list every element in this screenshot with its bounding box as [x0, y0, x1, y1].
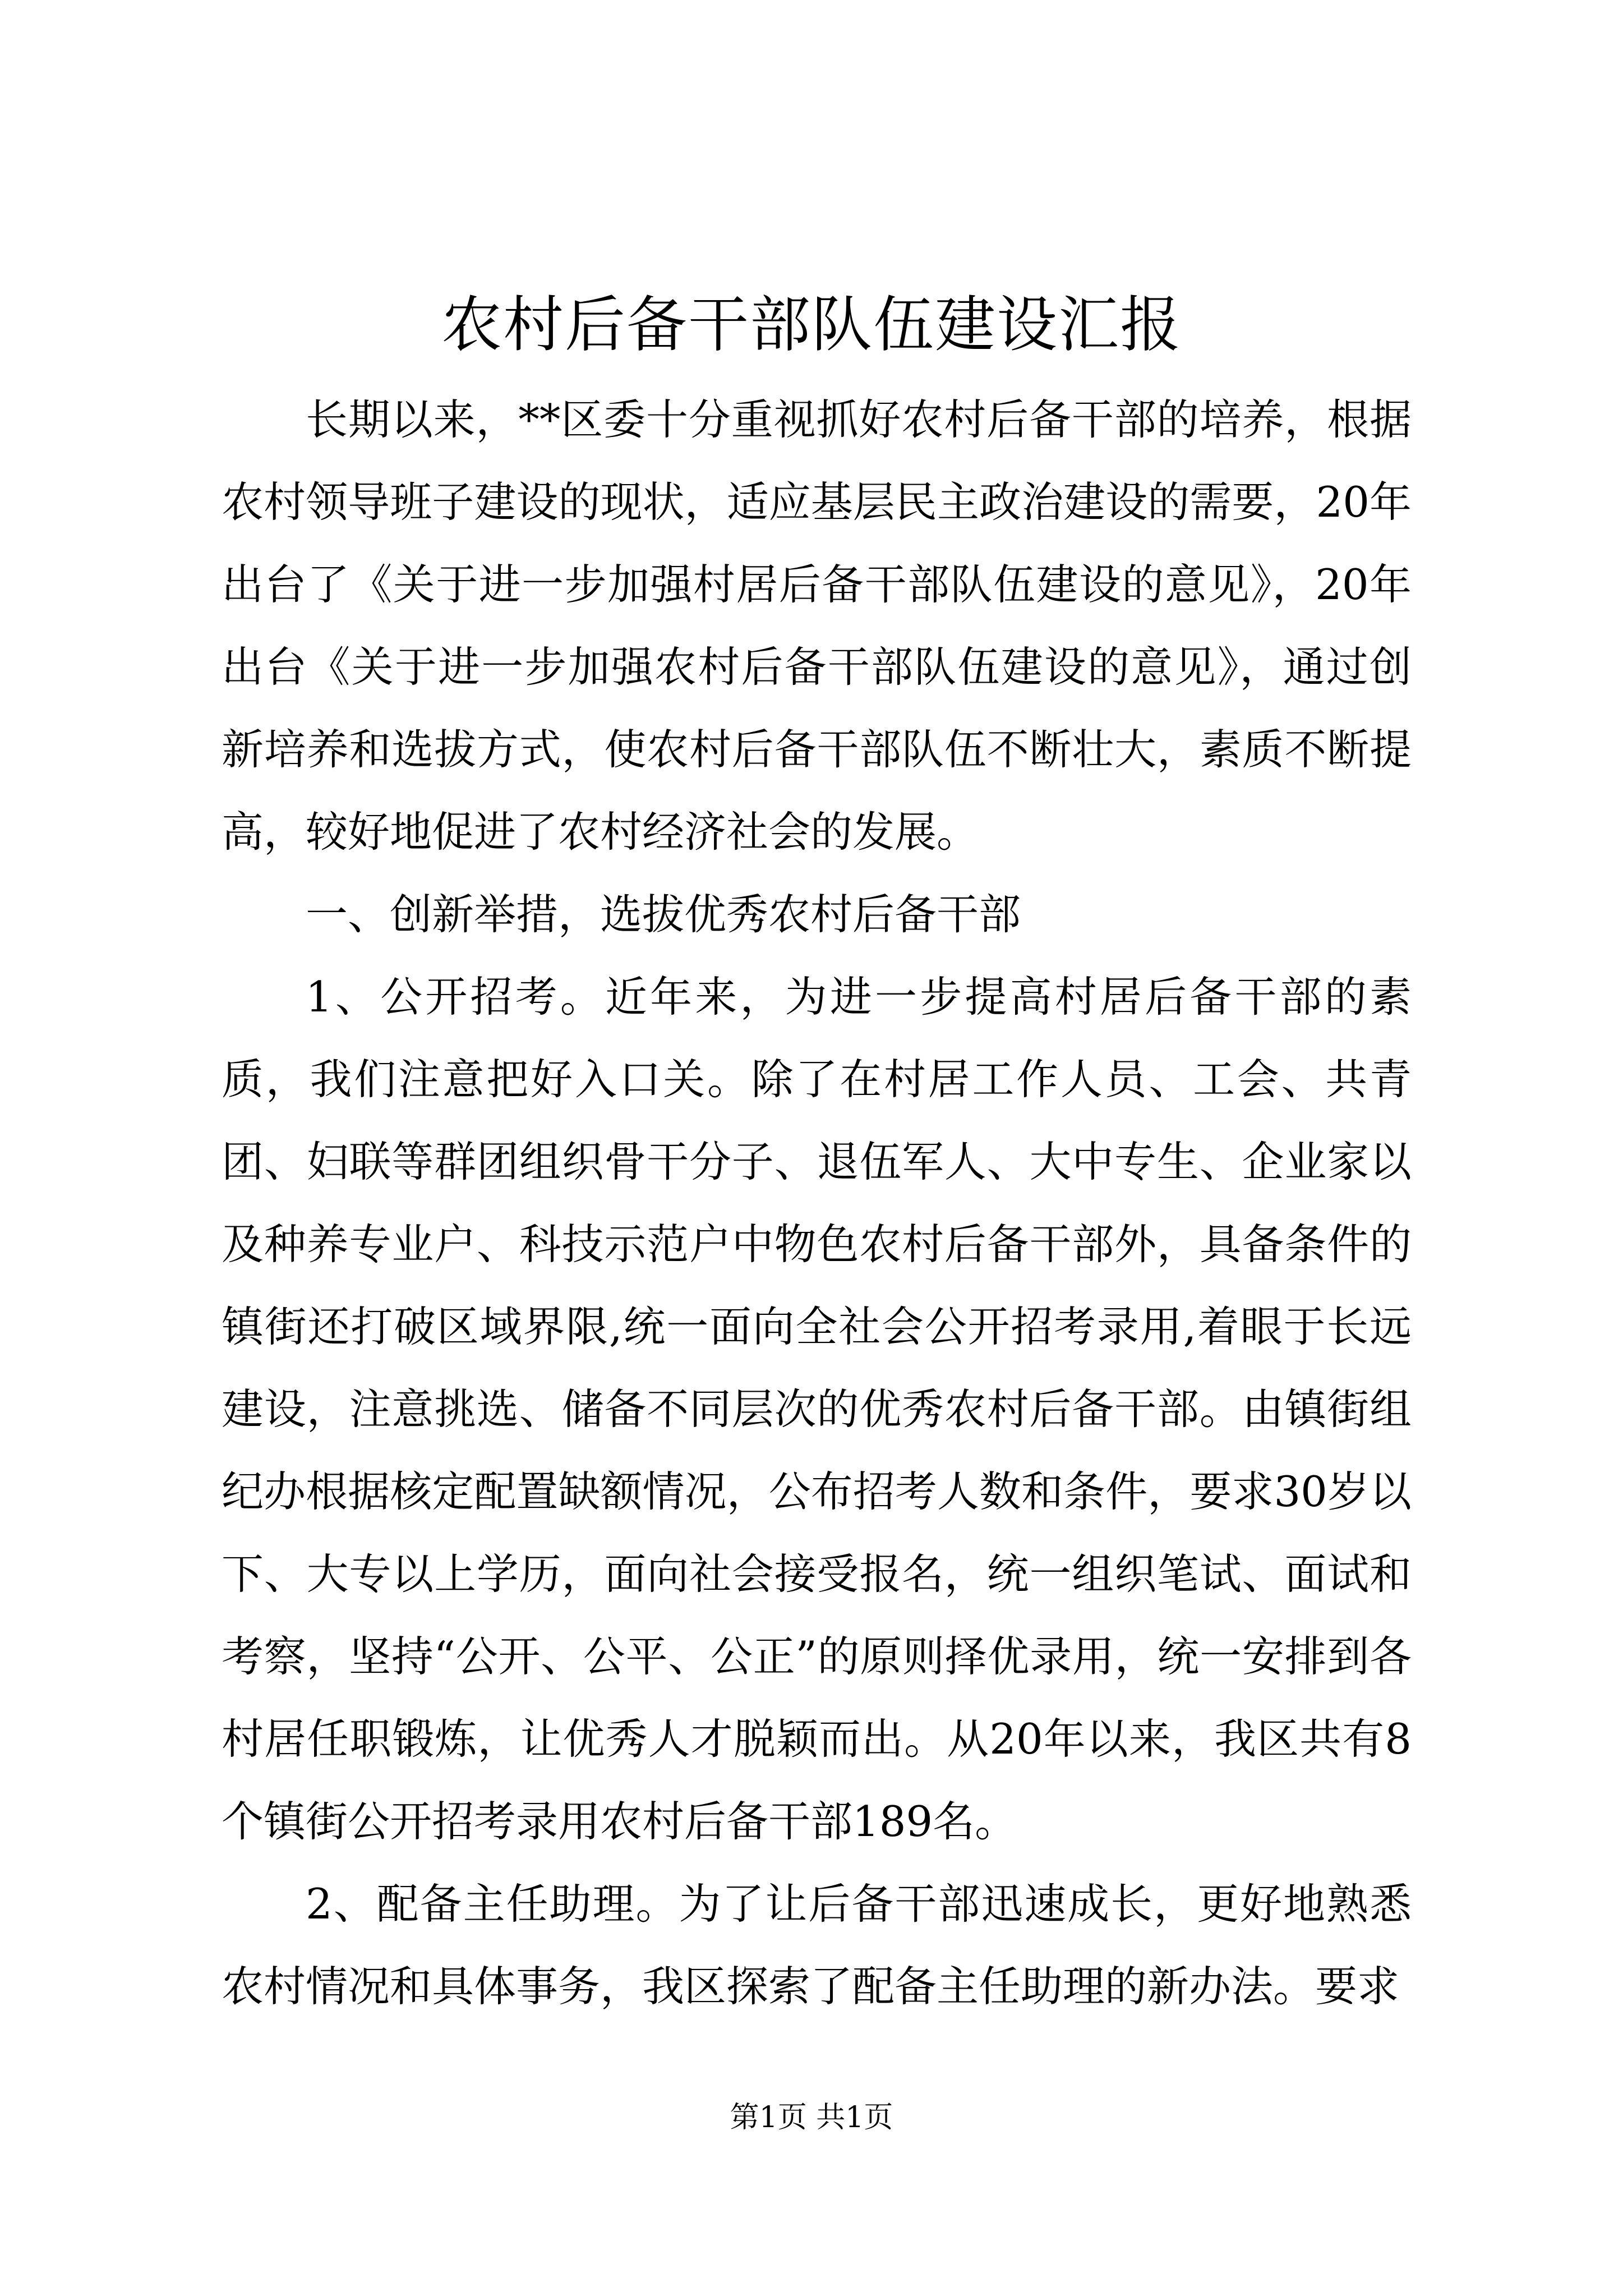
- page-number-footer: 第1页 共1页: [730, 2101, 893, 2134]
- paragraph-open-recruitment: 1、公开招考。近年来，为进一步提高村居后备干部的素质，我们注意把好入口关。除了在村居工作人员、工会、共青团、妇联等群团组织骨干分子、退伍军人、大中专生、企业家以及种养专业户、科技示范户中物色农村后备干部外，具备条件的镇街还打破区域界限,统一面向全社会公开招考录用,着眼于长远建设，注意挑选、储备不同层次的优秀农村后备干部。由镇街组纪办根据核定配置缺额情况，公布招考人数和条件，要求30岁以下、大专以上学历，面向社会接受报名，统一组织笔试、面试和考察，坚持“公开、公平、公正”的原则择优录用，统一安排到各村居任职锻炼，让优秀人才脱颖而出。从20年以来，我区共有8个镇街公开招考录用农村后备干部189名。: [222, 972, 1412, 1846]
- paragraph-intro: 长期以来，**区委十分重视抓好农村后备干部的培养，根据农村领导班子建设的现状，适应基层民主政治建设的需要，20年出台了《关于进一步加强村居后备干部队伍建设的意见》，20年出台《关于进一步加强农村后备干部队伍建设的意见》，通过创新培养和选拔方式，使农村后备干部队伍不断壮大，素质不断提高，较好地促进了农村经济社会的发展。: [222, 395, 1412, 857]
- document-title: 农村后备干部队伍建设汇报: [441, 290, 1182, 360]
- section-heading-1: 一、创新举措，选拔优秀农村后备干部: [306, 890, 1021, 939]
- paragraph-director-assistant: 2、配备主任助理。为了让后备干部迅速成长，更好地熟悉农村情况和具体事务，我区探索了配备主任助理的新办法。要求: [222, 1879, 1412, 2011]
- document-body: [222, 379, 1412, 2028]
